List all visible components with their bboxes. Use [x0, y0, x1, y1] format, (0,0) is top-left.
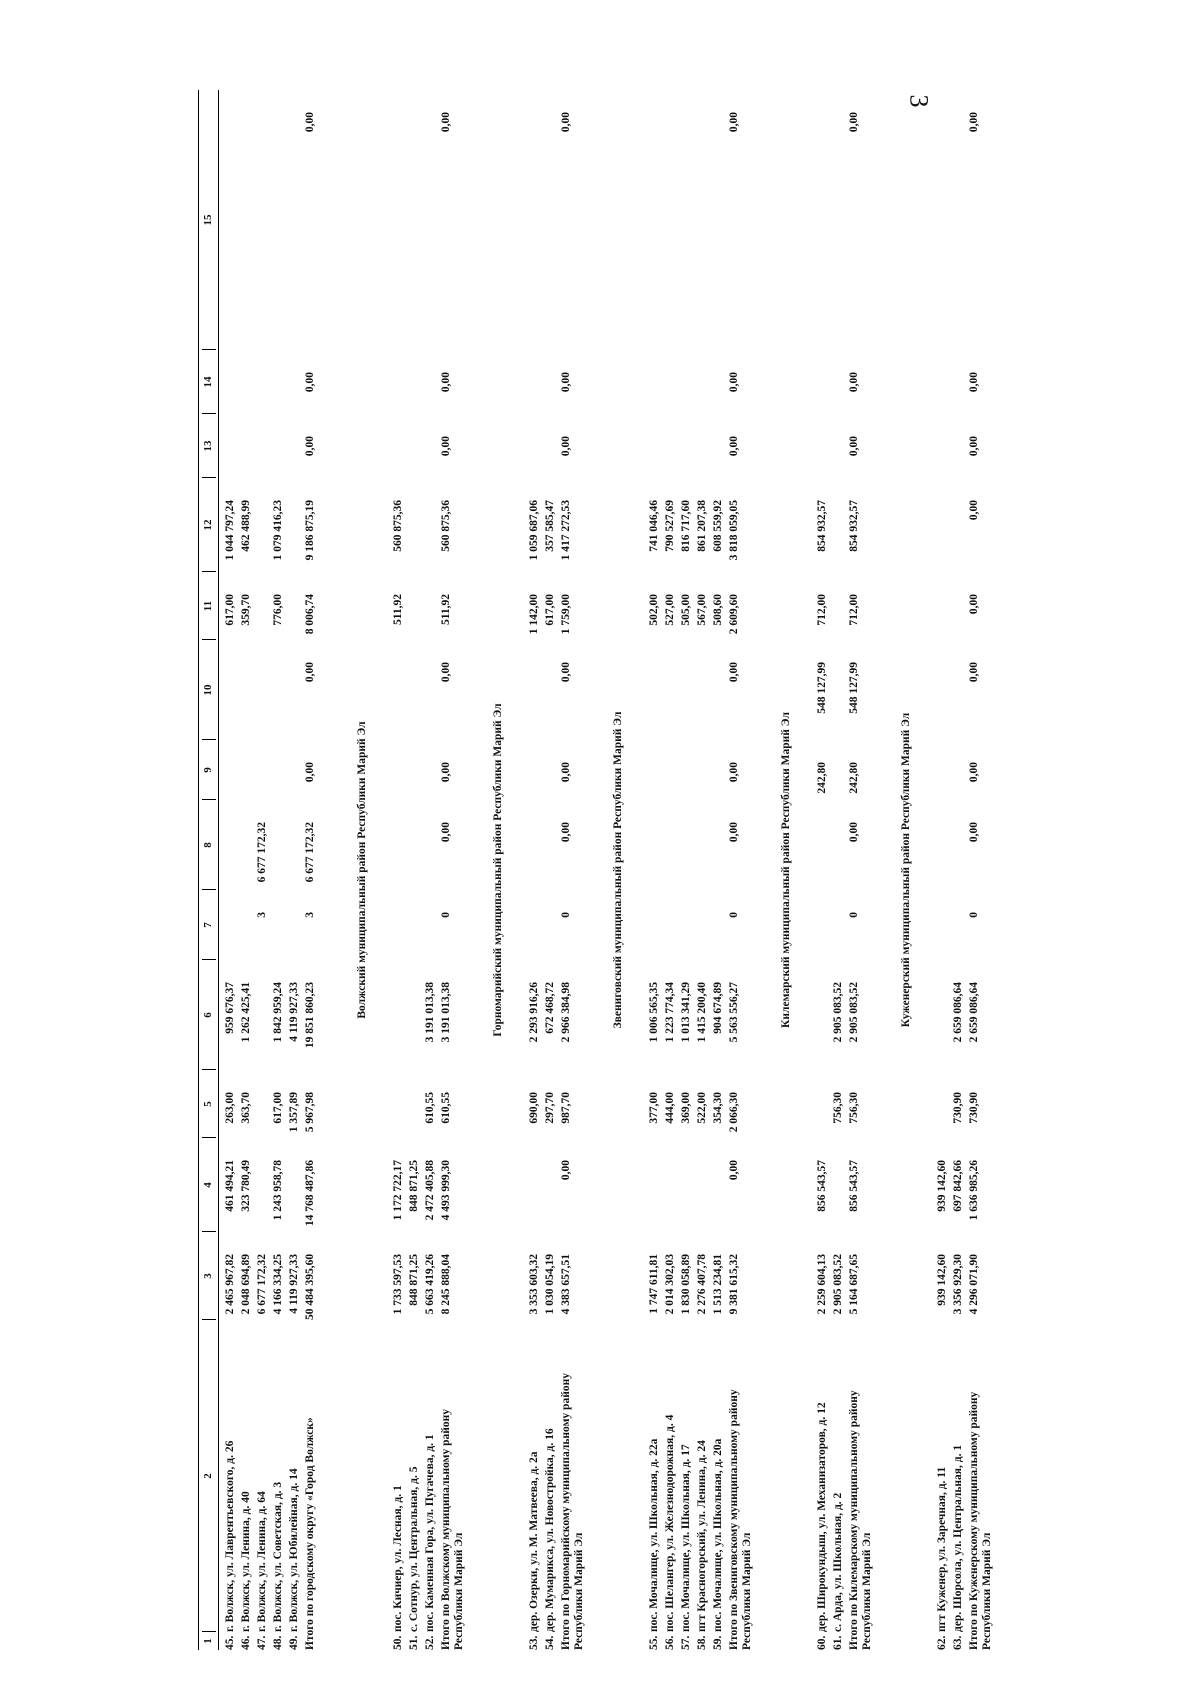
page-number: 3	[904, 94, 934, 108]
address-cell: г. Волжск, ул. Советская, д. 3	[272, 1481, 284, 1632]
cell-col-4: 1 243 958,78	[272, 1160, 284, 1221]
cell-col-12: 854 932,57	[816, 500, 828, 552]
cell-col-7: 0	[848, 912, 860, 918]
cell-col-4: 4 493 999,30	[440, 1160, 452, 1221]
cell-col-4: 1 636 985,26	[968, 1160, 980, 1221]
address-cell: пос. Мочалище, ул. Школьная, д. 22а	[648, 1438, 660, 1632]
cell-col-9: 242,80	[848, 762, 860, 794]
cell-col-6: 1 262 425,41	[240, 982, 252, 1043]
cell-col-8: 0,00	[440, 822, 452, 843]
cell-col-6: 3 191 013,38	[440, 982, 452, 1043]
cell-col-11: 2 609,60	[728, 594, 740, 635]
row-number: 45.	[224, 1635, 236, 1650]
cell-col-12: 1 079 416,23	[272, 500, 284, 561]
address-cell: пгт Куженер, ул. Заречная, д. 11	[936, 1466, 948, 1632]
cell-col-3: 6 677 172,32	[256, 1254, 268, 1315]
address-cell: дер. Широкундыш, ул. Механизаторов, д. 12	[816, 1402, 828, 1632]
total-row	[440, 90, 465, 1650]
cell-col-3: 2 048 694,89	[240, 1254, 252, 1315]
cell-col-5: 354,30	[712, 1092, 724, 1124]
cell-col-10: 0,00	[968, 662, 980, 683]
cell-col-4: 14 768 487,86	[304, 1160, 316, 1227]
cell-col-6: 1 223 774,34	[664, 982, 676, 1043]
column-header-11: 11	[202, 600, 214, 612]
table-row	[648, 90, 664, 1650]
section-title: Килемарский муниципальный район Республики Марий Эл	[780, 712, 792, 1028]
cell-col-9: 0,00	[304, 762, 316, 783]
cell-col-15: 0,00	[968, 112, 980, 133]
cell-col-6: 5 563 556,27	[728, 982, 740, 1043]
cell-col-13: 0,00	[728, 436, 740, 457]
cell-col-3: 8 245 888,04	[440, 1254, 452, 1315]
address-cell: г. Волжск, ул. Юбилейная, д. 14	[288, 1468, 300, 1632]
address-cell: пгт Красногорский, ул. Ленина, д. 24	[696, 1440, 708, 1632]
address-cell: пос. Шелангер, ул. Железнодорожная, д. 4	[664, 1414, 676, 1632]
cell-col-15: 0,00	[560, 112, 572, 133]
cell-col-7: 0	[440, 912, 452, 918]
cell-col-4: 856 543,57	[816, 1160, 828, 1212]
total-label: Итого по Килемарскому муниципальному району Республики Марий Эл	[848, 1390, 873, 1650]
address-cell: пос. Каменная Гора, ул. Пугачева, д. 1	[424, 1434, 436, 1632]
section-title: Звениговский муниципальный район Республики Марий Эл	[612, 711, 624, 1029]
section-title: Горномарийский муниципальный район Республики Марий Эл	[492, 703, 504, 1037]
cell-col-11: 1 142,00	[528, 594, 540, 635]
cell-col-5: 263,00	[224, 1092, 236, 1124]
cell-col-10: 548 127,99	[816, 662, 828, 714]
row-number: 62.	[936, 1635, 948, 1650]
row-number: 59.	[712, 1635, 724, 1650]
cell-col-8: 0,00	[848, 822, 860, 843]
cell-col-3: 2 276 407,78	[696, 1254, 708, 1315]
cell-col-11: 0,00	[968, 594, 980, 615]
cell-col-7: 3	[304, 912, 316, 918]
cell-col-5: 297,70	[544, 1092, 556, 1124]
cell-col-5: 444,00	[664, 1092, 676, 1124]
cell-col-5: 1 357,89	[288, 1092, 300, 1133]
cell-col-8: 0,00	[560, 822, 572, 843]
column-header-12: 12	[202, 519, 214, 531]
address-cell: г. Волжск, ул. Ленина, д. 40	[240, 1491, 252, 1632]
cell-col-8: 6 677 172,32	[304, 822, 316, 883]
address-cell: пос. Мочалище, ул. Школьная, д. 17	[680, 1444, 692, 1632]
cell-col-15: 0,00	[304, 112, 316, 133]
cell-col-6: 959 676,37	[224, 982, 236, 1034]
column-divider	[202, 477, 216, 478]
cell-col-11: 567,00	[696, 594, 708, 626]
cell-col-6: 2 659 086,64	[952, 982, 964, 1043]
cell-col-12: 861 207,38	[696, 500, 708, 552]
cell-col-6: 904 674,89	[712, 982, 724, 1034]
cell-col-5: 363,70	[240, 1092, 252, 1124]
column-header-3: 3	[202, 1273, 214, 1279]
cell-col-14: 0,00	[968, 372, 980, 393]
cell-col-11: 511,92	[392, 594, 404, 625]
total-row	[560, 90, 585, 1650]
table-row	[664, 90, 680, 1650]
cell-col-3: 1 513 234,81	[712, 1254, 724, 1315]
total-row	[728, 90, 753, 1650]
cell-col-3: 50 484 395,60	[304, 1253, 316, 1320]
cell-col-11: 502,00	[648, 594, 660, 626]
row-number: 61.	[832, 1635, 844, 1650]
row-number: 55.	[648, 1635, 660, 1650]
cell-col-12: 462 488,99	[240, 500, 252, 552]
column-divider	[202, 639, 216, 640]
cell-col-4: 939 142,60	[936, 1160, 948, 1212]
cell-col-4: 461 494,21	[224, 1160, 236, 1212]
cell-col-11: 712,00	[816, 594, 828, 626]
column-header-14: 14	[202, 376, 214, 388]
table-row	[240, 90, 256, 1650]
column-divider	[202, 1319, 216, 1320]
cell-col-12: 854 932,57	[848, 500, 860, 552]
cell-col-3: 5 164 687,65	[848, 1254, 860, 1315]
cell-col-13: 0,00	[560, 436, 572, 457]
cell-col-3: 2 465 967,82	[224, 1254, 236, 1315]
cell-col-13: 0,00	[440, 436, 452, 457]
row-number: 60.	[816, 1635, 828, 1650]
cell-col-11: 508,60	[712, 594, 724, 626]
row-number: 48.	[272, 1635, 284, 1650]
cell-col-11: 8 006,74	[304, 594, 316, 635]
cell-col-5: 369,00	[680, 1092, 692, 1124]
cell-col-15: 0,00	[728, 112, 740, 133]
column-divider	[202, 413, 216, 414]
cell-col-15: 0,00	[440, 112, 452, 133]
cell-col-8: 0,00	[968, 822, 980, 843]
cell-col-3: 3 353 603,32	[528, 1254, 540, 1315]
cell-col-10: 0,00	[560, 662, 572, 683]
cell-col-5: 2 066,30	[728, 1092, 740, 1133]
address-cell: с. Сотнур, ул. Центральная, д. 5	[408, 1466, 420, 1632]
cell-col-12: 0,00	[968, 500, 980, 521]
cell-col-7: 0	[728, 912, 740, 918]
cell-col-12: 357 585,47	[544, 500, 556, 552]
cell-col-5: 617,00	[272, 1092, 284, 1124]
cell-col-12: 816 717,60	[680, 500, 692, 552]
header-row	[202, 90, 216, 1650]
column-divider	[202, 1231, 216, 1232]
cell-col-9: 0,00	[440, 762, 452, 783]
column-divider	[202, 959, 216, 960]
cell-col-5: 5 967,98	[304, 1092, 316, 1133]
cell-col-6: 672 468,72	[544, 982, 556, 1034]
rotated-table	[198, 90, 993, 1650]
cell-col-5: 690,00	[528, 1092, 540, 1124]
cell-col-3: 4 119 927,33	[288, 1254, 300, 1314]
table-row	[224, 90, 240, 1650]
cell-col-5: 610,55	[440, 1092, 452, 1124]
cell-col-5: 756,30	[848, 1092, 860, 1124]
cell-col-6: 1 013 341,29	[680, 982, 692, 1043]
cell-col-5: 377,00	[648, 1092, 660, 1124]
address-cell: дер. Озерки, ул. М. Матвеева, д. 2а	[528, 1451, 540, 1632]
cell-col-5: 987,70	[560, 1092, 572, 1124]
cell-col-3: 5 663 419,26	[424, 1254, 436, 1315]
column-header-2: 2	[202, 1473, 214, 1479]
table-row	[528, 90, 544, 1650]
cell-col-7: 0	[968, 912, 980, 918]
cell-col-3: 1 733 597,53	[392, 1254, 404, 1315]
cell-col-6: 4 119 927,33	[288, 982, 300, 1042]
row-number: 58.	[696, 1635, 708, 1650]
cell-col-3: 1 830 058,89	[680, 1254, 692, 1315]
cell-col-6: 2 905 083,52	[832, 982, 844, 1043]
cell-col-12: 560 875,36	[392, 500, 404, 552]
cell-col-12: 608 559,92	[712, 500, 724, 552]
row-number: 47.	[256, 1635, 268, 1650]
cell-col-11: 617,00	[544, 594, 556, 626]
cell-col-12: 741 046,46	[648, 500, 660, 552]
cell-col-3: 4 383 657,51	[560, 1254, 572, 1315]
cell-col-15: 0,00	[848, 112, 860, 133]
cell-col-3: 2 014 302,03	[664, 1254, 676, 1315]
cell-col-14: 0,00	[848, 372, 860, 393]
cell-col-4: 1 172 722,17	[392, 1160, 404, 1221]
header-top-line	[198, 90, 199, 1650]
cell-col-4: 323 780,49	[240, 1160, 252, 1212]
table-row	[832, 90, 848, 1650]
table-row	[256, 90, 272, 1650]
cell-col-5: 756,30	[832, 1092, 844, 1124]
total-label: Итого по Звениговскому муниципальному району Республики Марий Эл	[728, 1389, 753, 1650]
cell-col-3: 4 166 334,25	[272, 1254, 284, 1315]
column-header-7: 7	[202, 922, 214, 928]
cell-col-9: 0,00	[728, 762, 740, 783]
cell-col-4: 0,00	[560, 1160, 572, 1181]
cell-col-6: 19 851 860,23	[304, 982, 316, 1049]
cell-col-12: 9 186 875,19	[304, 500, 316, 561]
column-header-4: 4	[202, 1182, 214, 1188]
row-number: 63.	[952, 1635, 964, 1650]
table-row	[816, 90, 832, 1650]
cell-col-3: 1 747 611,81	[648, 1254, 660, 1314]
cell-col-14: 0,00	[304, 372, 316, 393]
total-row	[848, 90, 873, 1650]
cell-col-3: 2 905 083,52	[832, 1254, 844, 1315]
cell-col-4: 848 871,25	[408, 1160, 420, 1212]
cell-col-13: 0,00	[304, 436, 316, 457]
table-row	[544, 90, 560, 1650]
row-number: 56.	[664, 1635, 676, 1650]
cell-col-3: 2 259 604,13	[816, 1254, 828, 1315]
address-cell: пос. Кичиер, ул. Лесная, д. 1	[392, 1485, 404, 1632]
column-header-15: 15	[202, 214, 214, 226]
column-divider	[202, 1137, 216, 1138]
address-cell: дер. Шорсола, ул. Центральная, д. 1	[952, 1444, 964, 1632]
cell-col-3: 848 871,25	[408, 1254, 420, 1306]
cell-col-9: 242,80	[816, 762, 828, 794]
cell-col-6: 2 293 916,26	[528, 982, 540, 1043]
cell-col-12: 1 059 687,06	[528, 500, 540, 561]
cell-col-9: 0,00	[968, 762, 980, 783]
cell-col-11: 1 759,00	[560, 594, 572, 635]
cell-col-11: 359,70	[240, 594, 252, 626]
cell-col-11: 511,92	[440, 594, 452, 625]
total-row	[304, 90, 320, 1650]
cell-col-14: 0,00	[560, 372, 572, 393]
row-number: 53.	[528, 1635, 540, 1650]
cell-col-6: 2 966 384,98	[560, 982, 572, 1043]
cell-col-3: 9 381 615,32	[728, 1254, 740, 1315]
cell-col-10: 0,00	[304, 662, 316, 683]
table-row	[696, 90, 712, 1650]
cell-col-12: 560 875,36	[440, 500, 452, 552]
column-header-1: 1	[202, 1638, 214, 1644]
table-row	[288, 90, 304, 1650]
cell-col-9: 0,00	[560, 762, 572, 783]
cell-col-5: 730,90	[968, 1092, 980, 1124]
cell-col-8: 6 677 172,32	[256, 822, 268, 883]
column-divider	[202, 1631, 216, 1632]
column-header-13: 13	[202, 440, 214, 452]
column-divider	[202, 1069, 216, 1070]
cell-col-12: 790 527,69	[664, 500, 676, 552]
cell-col-7: 0	[560, 912, 572, 918]
address-cell: дер. Мумарикса, ул. Новостройка, д. 16	[544, 1428, 556, 1632]
cell-col-10: 0,00	[728, 662, 740, 683]
column-divider	[202, 889, 216, 890]
row-number: 52.	[424, 1635, 436, 1650]
table-row	[712, 90, 728, 1650]
cell-col-7: 3	[256, 912, 268, 918]
table-row	[424, 90, 440, 1650]
cell-col-5: 730,90	[952, 1092, 964, 1124]
address-cell: г. Волжск, ул. Ленина, д. 64	[256, 1491, 268, 1632]
cell-col-6: 1 415 200,40	[696, 982, 708, 1043]
cell-col-13: 0,00	[968, 436, 980, 457]
cell-col-14: 0,00	[728, 372, 740, 393]
cell-col-6: 2 905 083,52	[848, 982, 860, 1043]
cell-col-4: 0,00	[728, 1160, 740, 1181]
cell-col-11: 776,00	[272, 594, 284, 626]
section-title: Куженерский муниципальный район Республики Марий Эл	[900, 712, 912, 1028]
cell-col-6: 1 842 959,24	[272, 982, 284, 1043]
address-cell: с. Арда, ул. Школьная, д. 2	[832, 1492, 844, 1632]
table-row	[952, 90, 968, 1650]
cell-col-8: 0,00	[728, 822, 740, 843]
column-header-10: 10	[202, 684, 214, 696]
column-divider	[202, 739, 216, 740]
column-divider	[202, 799, 216, 800]
table-row	[272, 90, 288, 1650]
cell-col-3: 939 142,60	[936, 1254, 948, 1306]
cell-col-5: 522,00	[696, 1092, 708, 1124]
total-label: Итого по городскому округу «Город Волжск»	[304, 1417, 316, 1650]
cell-col-12: 1 044 797,24	[224, 500, 236, 561]
column-header-9: 9	[202, 767, 214, 773]
cell-col-4: 856 543,57	[848, 1160, 860, 1212]
section-title: Волжский муниципальный район Республики Марий Эл	[356, 721, 368, 1019]
table-row	[936, 90, 952, 1650]
total-label: Итого по Горномарийскому муниципальному району Республики Марий Эл	[560, 1373, 585, 1650]
cell-col-3: 3 356 929,30	[952, 1254, 964, 1315]
address-cell: пос. Мочалище, ул. Школьная, д. 20а	[712, 1438, 724, 1632]
total-label: Итого по Куженерскому муниципальному району Республики Марий Эл	[968, 1391, 993, 1650]
cell-col-6: 1 006 565,35	[648, 982, 660, 1043]
row-number: 50.	[392, 1635, 404, 1650]
cell-col-3: 1 030 054,19	[544, 1254, 556, 1315]
row-number: 54.	[544, 1635, 556, 1650]
cell-col-4: 2 472 405,88	[424, 1160, 436, 1221]
table-row	[680, 90, 696, 1650]
row-number: 49.	[288, 1635, 300, 1650]
column-header-8: 8	[202, 842, 214, 848]
row-number: 46.	[240, 1635, 252, 1650]
cell-col-5: 610,55	[424, 1092, 436, 1124]
cell-col-10: 548 127,99	[848, 662, 860, 714]
cell-col-14: 0,00	[440, 372, 452, 393]
cell-col-6: 3 191 013,38	[424, 982, 436, 1043]
cell-col-3: 4 296 071,90	[968, 1254, 980, 1315]
total-label: Итого по Волжскому муниципальному району Республики Марий Эл	[440, 1408, 465, 1650]
cell-col-11: 505,00	[680, 594, 692, 626]
total-row	[968, 90, 993, 1650]
column-header-6: 6	[202, 1012, 214, 1018]
cell-col-10: 0,00	[440, 662, 452, 683]
cell-col-13: 0,00	[848, 436, 860, 457]
column-header-5: 5	[202, 1101, 214, 1107]
column-divider	[202, 349, 216, 350]
table-row	[392, 90, 408, 1650]
cell-col-11: 527,00	[664, 594, 676, 626]
row-number: 51.	[408, 1635, 420, 1650]
table-row	[408, 90, 424, 1650]
row-number: 57.	[680, 1635, 692, 1650]
address-cell: г. Волжск, ул. Лаврентьевского, д. 26	[224, 1440, 236, 1632]
cell-col-11: 712,00	[848, 594, 860, 626]
cell-col-12: 3 818 059,05	[728, 500, 740, 561]
header-bottom-line	[218, 90, 219, 1650]
cell-col-6: 2 659 086,64	[968, 982, 980, 1043]
cell-col-11: 617,00	[224, 594, 236, 626]
cell-col-12: 1 417 272,53	[560, 500, 572, 561]
cell-col-4: 697 842,66	[952, 1160, 964, 1212]
column-divider	[202, 571, 216, 572]
